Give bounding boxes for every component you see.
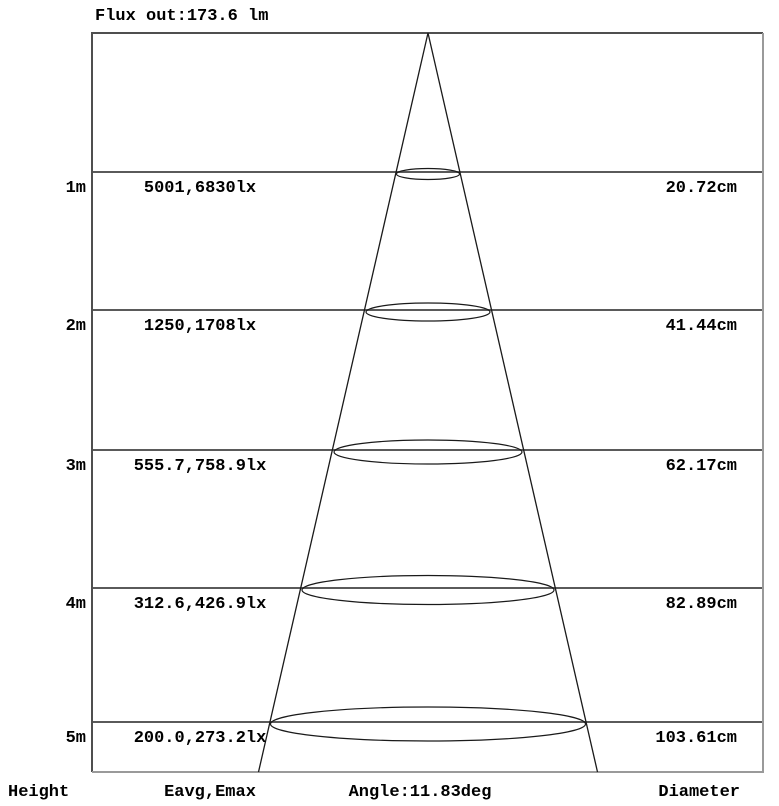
cone-edge-right [428,33,598,772]
footer-angle-label: Angle:11.83deg [348,783,492,802]
diameter-value-1m: 20.72cm [665,179,737,198]
plot-border-topleft [92,33,763,772]
diameter-value-5m: 103.61cm [655,729,737,748]
beam-ellipse-1m [397,169,460,180]
height-label-4m: 4m [65,595,86,614]
flux-out-label: Flux out:173.6 lm [95,7,269,26]
diameter-value-3m: 62.17cm [665,457,737,476]
eavg-emax-value-4m: 312.6,426.9lx [133,595,267,614]
eavg-emax-value-3m: 555.7,758.9lx [133,457,267,476]
eavg-emax-value-5m: 200.0,273.2lx [133,729,267,748]
beam-ellipse-5m [271,707,586,741]
footer-height-label: Height [8,783,70,802]
height-label-2m: 2m [65,317,86,336]
footer-eavg-emax-label: Eavg,Emax [164,783,256,802]
diameter-value-2m: 41.44cm [665,317,737,336]
diameter-value-4m: 82.89cm [665,595,737,614]
eavg-emax-value-1m: 5001,6830lx [143,179,257,198]
height-label-3m: 3m [65,457,86,476]
beam-ellipse-2m [366,303,490,321]
cone-edge-left [259,33,429,772]
eavg-emax-value-2m: 1250,1708lx [143,317,257,336]
beam-ellipse-3m [334,440,522,464]
height-label-5m: 5m [65,729,86,748]
plot-border-bottomright [92,33,763,772]
footer-diameter-label: Diameter [658,783,740,802]
height-label-1m: 1m [65,179,86,198]
beam-ellipse-4m [302,576,554,605]
